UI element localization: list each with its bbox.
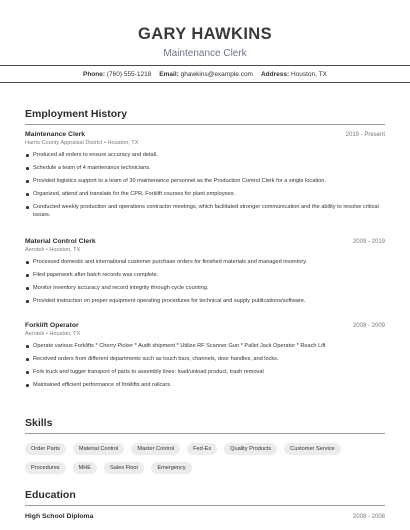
degree-title: High School Diploma — [25, 513, 94, 520]
duty-item: Maintained efficient performance of forklifts and railcars. — [25, 382, 385, 390]
contact-address — [261, 71, 327, 78]
contact-phone — [83, 71, 151, 78]
section-title-skills: Skills — [25, 417, 53, 429]
education-entry — [25, 513, 385, 520]
education-dates: 2008 - 2008 — [352, 514, 385, 520]
duty-item: Organized, attend and translate for the CPR, Forklift courses for plant employees. — [25, 191, 385, 199]
address-value: Houston, TX — [290, 70, 327, 78]
phone-label: Phone: — [83, 70, 106, 78]
duty-item: Monitor inventory accuracy and record integrity through cycle counting. — [25, 285, 385, 293]
section-title-employment: Employment History — [25, 108, 128, 120]
address-label: Address: — [260, 70, 290, 78]
job-duties — [25, 152, 385, 219]
job-title: Forklift Operator — [25, 322, 79, 329]
skill-chip: Material Control — [73, 443, 124, 455]
section-divider — [25, 124, 385, 125]
job-employer: Harris County Appraisal District • Houston, TX — [25, 140, 139, 146]
duty-item: Processed domestic and international customer purchase orders for finished materials and managed inventory. — [25, 259, 385, 267]
job-entry — [25, 322, 385, 395]
job-employer: Aerotek • Houston, TX — [25, 247, 81, 253]
job-entry — [25, 238, 385, 311]
candidate-name: GARY HAWKINS — [137, 25, 273, 43]
job-dates: 2019 - Present — [345, 132, 385, 138]
duty-item: Produced all orders to ensure accuracy and detail. — [25, 152, 385, 160]
duty-item: Filed paperwork after batch records was complete. — [25, 272, 385, 280]
skill-chip: Emergency — [151, 462, 191, 474]
contact-email — [159, 71, 253, 78]
job-entry — [25, 131, 385, 225]
email-label: Email: — [159, 70, 179, 78]
duty-item: Schedule a team of 4 maintenance technicians. — [25, 165, 385, 173]
job-dates: 2008 - 2009 — [352, 323, 385, 329]
job-employer: Aerotek • Houston, TX — [25, 331, 81, 337]
duty-item: Received orders from different departments such as touch bars, channels, door handles, and locks. — [25, 356, 385, 364]
job-title: Maintenance Clerk — [25, 131, 86, 138]
section-divider — [25, 505, 385, 506]
duty-item: Provided instruction on proper equipment operating procedures for technical and supply publications/software. — [25, 298, 385, 306]
contact-bar — [0, 65, 410, 83]
skill-chip: Order Parts — [25, 443, 66, 455]
section-title-education: Education — [25, 489, 76, 501]
skills-list — [25, 443, 385, 474]
job-duties — [25, 343, 385, 390]
duty-item: Provided logistics support to a team of 30 maintenance personnel as the Production Control Clerk for a single location. — [25, 178, 385, 186]
skill-chip: Fed-Ex — [187, 443, 217, 455]
skill-chip: MHE — [73, 462, 97, 474]
resume-header — [0, 0, 410, 60]
skill-chip: Customer Service — [284, 443, 340, 455]
section-divider — [25, 433, 385, 434]
skill-chip: Quality Products — [224, 443, 277, 455]
skill-chip: Sales Floor — [104, 462, 144, 474]
duty-item: Conducted weekly production and operations contractor meetings, which facilitated stronger communication and the ability to resolve critical issues. — [25, 204, 385, 219]
email-value: ghawkins@example.com — [180, 70, 253, 78]
candidate-role: Maintenance Clerk — [163, 48, 247, 59]
job-title: Material Control Clerk — [25, 238, 96, 245]
job-dates: 2009 - 2019 — [352, 239, 385, 245]
duty-item: Operate various Forklifts * Cherry Picker * Audit shipment * Utilize RF Scanner Gun * Pallet Jack Operator * Reach Lift — [25, 343, 385, 351]
phone-value: (760) 555-1218 — [106, 70, 152, 78]
skill-chip: Master Control — [131, 443, 180, 455]
duty-item: Fork truck and tugger transport of parts to assembly lines: load/unload product, trash removal — [25, 369, 385, 377]
skill-chip: Procedures — [25, 462, 66, 474]
job-duties — [25, 259, 385, 306]
